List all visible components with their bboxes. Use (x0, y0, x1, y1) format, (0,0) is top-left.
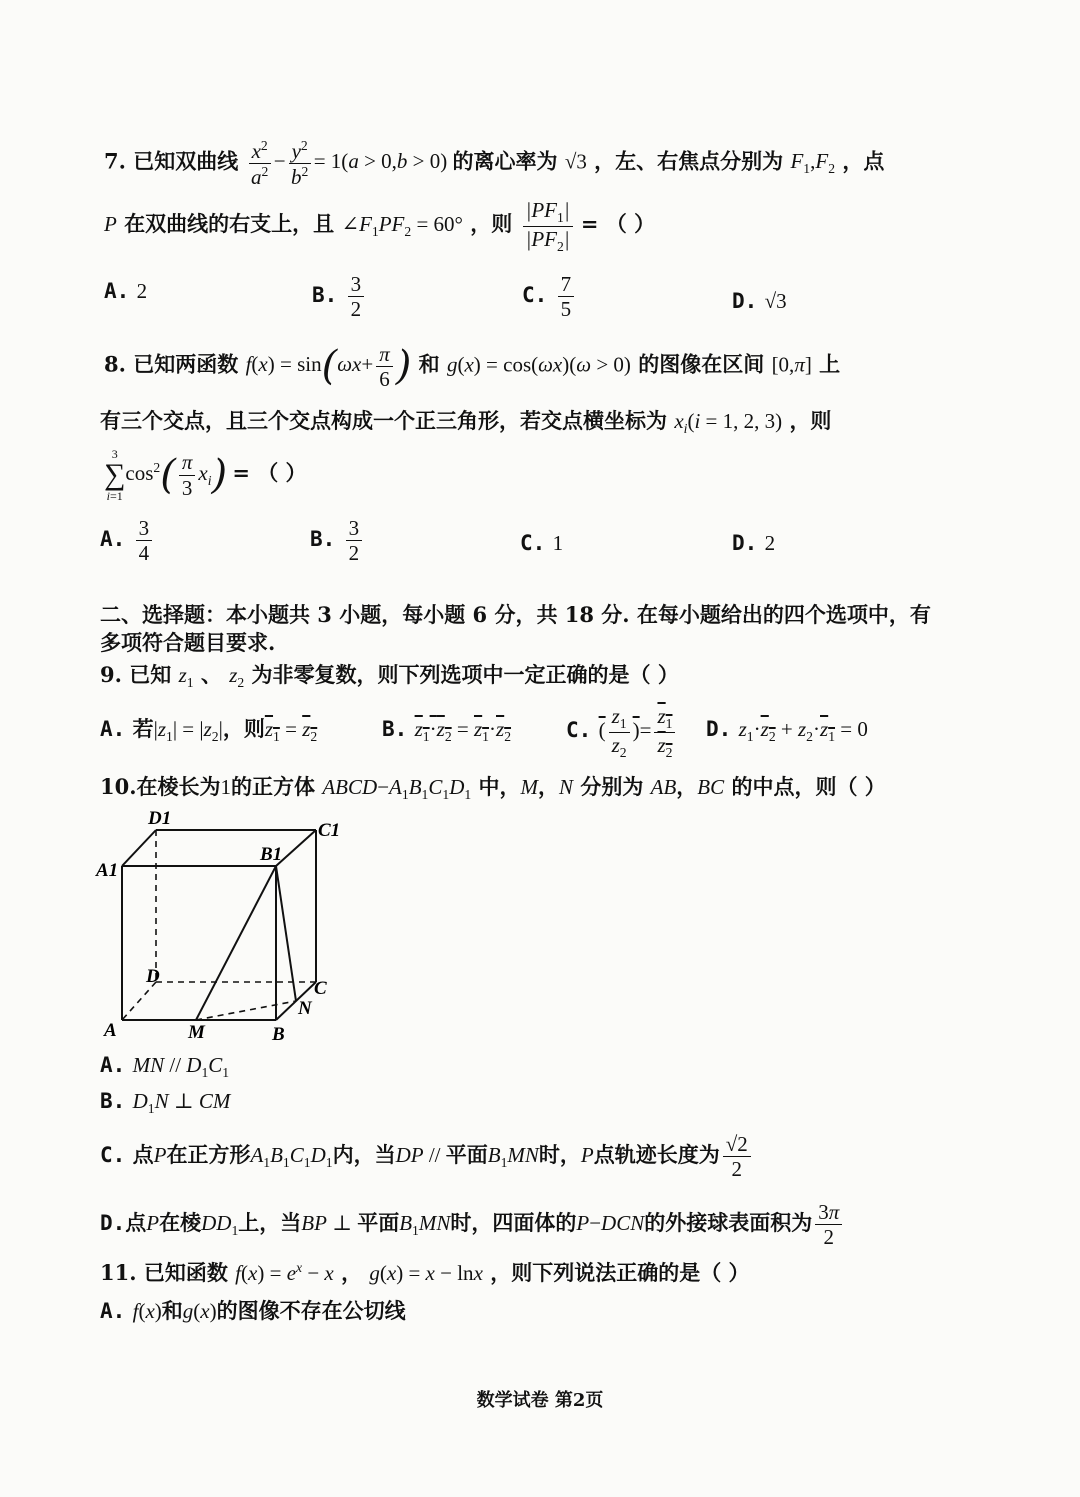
q7-text-5: 在双曲线的右支上，且 (124, 211, 335, 237)
q9-z1: $z_1$ (178, 663, 194, 691)
q8-sum-expression: 3 ∑ i=1 $\cos^2$( $\frac{\pi}{3}$ $x_i$) (104, 447, 228, 503)
q7-option-a-value: 2 (136, 279, 148, 303)
q10-cube-name: $ABCD-A_1B_1C_1D_1$ (322, 775, 472, 803)
q11-option-a: A. f(x)和g(x)的图像不存在公切线 (100, 1298, 406, 1323)
q7-angle: $\angle F_1PF_2 = 60^\circ$ (341, 212, 463, 240)
q11-stem: 11. 已知函数 $f(x) = e^x - x$ ， g(x) = x − lnx ，则下列说法正确的是（ ） (100, 1260, 750, 1285)
q10-number: 10. (100, 774, 137, 799)
q8-text-1: 已知两函数 (133, 351, 239, 377)
q10-option-d: D.点P在棱$DD_1$上，当BP ⊥ 平面$B_1MN$时，四面体的P−DCN的外接球表面积为 $\frac{3\pi}{2}$ (100, 1200, 845, 1249)
q10-option-c: C. 点P在正方形$A_1B_1C_1D_1$内，当DP // 平面$B_1MN$时，P点轨迹长度为 $\frac{√2}{2}$ (100, 1132, 754, 1181)
label-m: M (188, 1022, 205, 1043)
q7-number: 7. (104, 148, 126, 174)
q8-text-6: ，则 (789, 408, 832, 433)
q7-text-3: ，左、右焦点分别为 (594, 148, 784, 174)
q8-number: 8. (104, 351, 126, 377)
q8-text-2: 和 (418, 351, 440, 377)
q9-option-c-expr: ( $\frac{z_1}{z_2}$ )= $\frac{z_1}{z_2}$ (599, 718, 679, 742)
q7-text-1: 已知双曲线 (133, 148, 239, 174)
q9-option-a-result: $z_1 = z_2$ (264, 717, 318, 745)
q9-z2: $z_2$ (229, 663, 245, 691)
q7-option-d-value: √3 (764, 289, 787, 313)
q9-stem: 9. 已知 $z_1$ 、 $z_2$ 为非零复数，则下列选项中一定正确的是（ ） (100, 662, 679, 691)
q7-text-2: 的离心率为 (452, 148, 558, 174)
q7-option-b: B. $\frac{3}{2}$ (312, 272, 367, 321)
label-b1: B1 (260, 844, 283, 865)
q11-function-f: $f(x) = e^x - x$ (235, 1260, 334, 1285)
q7-foci: $F_1,F_2$ (790, 149, 836, 177)
q9-option-a-cond: $|z_1| = |z_2|$ (153, 717, 223, 745)
label-d1: D1 (148, 808, 172, 829)
page-footer: 数学试卷 第2页 (476, 1390, 604, 1411)
q8-function-f: f(x) = sin(ωx+ $\frac{\pi}{6}$ ) (245, 342, 412, 392)
q8-stem-line2 (100, 408, 831, 438)
q8-text-7: = （ ） (232, 459, 307, 485)
q7-option-a: A. 2 (104, 279, 148, 303)
q8-option-a: A. $\frac{3}{4}$ (100, 516, 155, 565)
q8-option-b: B. $\frac{3}{2}$ (310, 516, 365, 565)
q7-stem-line2 (104, 198, 655, 255)
q7-point-p: P (104, 212, 117, 237)
q10-stem: 10.在棱长为1的正方体 $ABCD-A_1B_1C_1D_1$ 中，M，N 分别为 AB，BC 的中点，则（ ） (100, 774, 886, 803)
q9-option-b-expr: $z_1\cdot z_2 = z_1\cdot z_2$ (414, 717, 512, 745)
q7-ratio: $\frac{|PF_1|}{|PF_2|}$ (520, 212, 581, 236)
q7-text-4: ，点 (842, 148, 885, 174)
q10-option-b: B. $D_1N$ ⊥ CM (100, 1089, 231, 1117)
q8-text-4: 上 (819, 351, 841, 377)
q8-interval: [0,π] (771, 352, 812, 377)
q8-stem-line1 (104, 342, 840, 391)
q9-option-c: C. ( $\frac{z_1}{z_2}$ )= $\frac{z_1}{z_2}$ (566, 704, 678, 761)
q9-option-d-expr: $z_1\cdot z_2 + z_2\cdot z_1 = 0$ (738, 717, 868, 745)
label-c1: C1 (318, 820, 341, 841)
q9-option-a: A. 若$|z_1| = |z_2|$，则$z_1 = z_2$ (100, 716, 318, 745)
q7-hyperbola-equation: $\frac{x^2}{a^2}$ − $\frac{y^2}{b^2}$ = 1(a > 0,b > 0) (246, 149, 453, 173)
q7-text-6: ，则 (470, 211, 513, 237)
q10-cube-figure (90, 806, 350, 1046)
section-2-heading-line2: 多项符合题目要求. (100, 630, 276, 655)
label-d: D (146, 966, 160, 987)
label-c: C (314, 978, 327, 999)
q11-function-g: g(x) = x − lnx (369, 1261, 483, 1285)
q8-function-g: g(x) = cos(ωx)(ω > 0) (446, 352, 631, 377)
q11-number: 11. (100, 1260, 137, 1285)
q8-option-d: D. 2 (732, 531, 776, 555)
section-2-heading: 二、选择题：本小题共 3 小题，每小题 6 分，共 18 分. 在每小题给出的四个选项中，有 (100, 602, 931, 627)
label-b: B (272, 1024, 285, 1045)
q7-stem-line1 (104, 138, 884, 189)
label-a1: A1 (96, 860, 119, 881)
q8-xi: $x_i(i = 1$, 2, 3) (674, 409, 783, 437)
label-n: N (298, 998, 312, 1019)
q7-eccentricity: √3 (564, 149, 587, 174)
q7-text-7: = （ ） (580, 211, 656, 237)
label-a: A (104, 1020, 117, 1041)
q8-text-5: 有三个交点，且三个交点构成一个正三角形，若交点横坐标为 (100, 408, 667, 433)
q8-stem-line3 (104, 448, 307, 502)
q9-option-b: B. $z_1\cdot z_2 = z_1\cdot z_2$ (382, 717, 512, 745)
q7-option-c: C. $\frac{7}{5}$ (522, 272, 577, 321)
q9-option-d: D. $z_1\cdot z_2 + z_2\cdot z_1 = 0$ (706, 717, 868, 745)
q8-text-3: 的图像在区间 (638, 351, 765, 377)
q10-option-a: A. MN // $D_1C_1$ (100, 1053, 230, 1081)
q8-option-c: C. 1 (520, 531, 564, 555)
q7-option-d: D. √3 (732, 289, 787, 313)
q9-number: 9. (100, 662, 122, 687)
